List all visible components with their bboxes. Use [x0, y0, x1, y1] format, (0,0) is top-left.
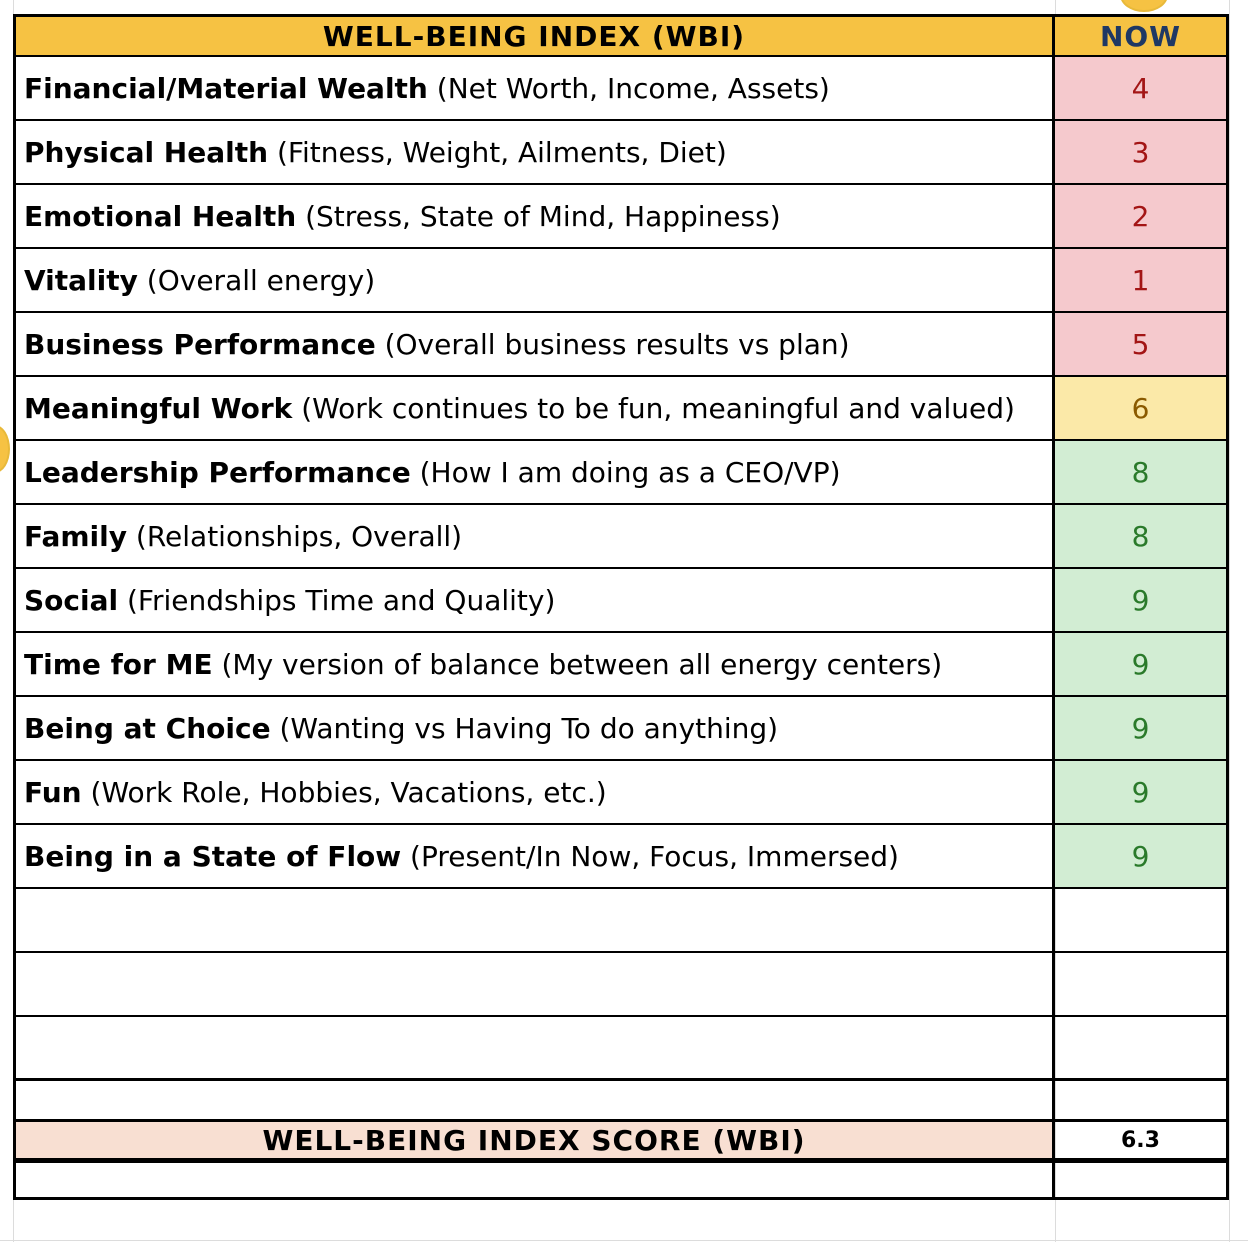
metric-label: Being in a State of Flow	[24, 839, 402, 873]
score-cell-green[interactable]	[1055, 569, 1229, 633]
metric-value: 9	[1131, 775, 1150, 809]
table-header-row	[13, 14, 1229, 57]
metric-label: Leadership Performance	[24, 455, 411, 489]
metric-label: Business Performance	[24, 327, 376, 361]
spacer-row	[13, 1081, 1229, 1119]
metric-label: Social	[24, 583, 119, 617]
table-row	[13, 185, 1229, 249]
empty-row	[13, 953, 1229, 1017]
score-label: WELL-BEING INDEX SCORE (WBI)	[262, 1123, 806, 1157]
score-cell-red[interactable]	[1055, 313, 1229, 377]
metric-cell[interactable]	[13, 697, 1055, 761]
metric-label: Financial/Material Wealth	[24, 71, 428, 105]
empty-cell[interactable]	[1055, 1081, 1229, 1119]
empty-row	[13, 1160, 1229, 1200]
score-cell-green[interactable]	[1055, 441, 1229, 505]
score-cell-green[interactable]	[1055, 761, 1229, 825]
shape-circle[interactable]	[0, 425, 10, 473]
metric-detail: (Wanting vs Having To do anything)	[279, 711, 779, 745]
score-cell-green[interactable]	[1055, 505, 1229, 569]
table-row	[13, 313, 1229, 377]
metric-detail: (Net Worth, Income, Assets)	[436, 71, 830, 105]
table-row	[13, 633, 1229, 697]
metric-detail: (Overall business results vs plan)	[384, 327, 850, 361]
metric-detail: (Work continues to be fun, meaningful and valued)	[301, 391, 1015, 425]
table-row	[13, 121, 1229, 185]
metric-cell[interactable]	[13, 185, 1055, 249]
score-value-cell[interactable]	[1055, 1119, 1229, 1160]
metric-value: 2	[1131, 199, 1150, 233]
empty-cell[interactable]	[1055, 953, 1229, 1017]
metric-value: 9	[1131, 583, 1150, 617]
metric-detail: (Fitness, Weight, Ailments, Diet)	[276, 135, 727, 169]
metric-value: 5	[1131, 327, 1150, 361]
table-row	[13, 825, 1229, 889]
table-row	[13, 505, 1229, 569]
metric-cell[interactable]	[13, 377, 1055, 441]
score-cell-green[interactable]	[1055, 697, 1229, 761]
empty-cell[interactable]	[13, 889, 1055, 953]
metric-value: 6	[1131, 391, 1150, 425]
metric-value: 8	[1131, 455, 1150, 489]
table-row	[13, 697, 1229, 761]
metric-detail: (My version of balance between all energy centers)	[221, 647, 943, 681]
metric-cell[interactable]	[13, 825, 1055, 889]
empty-cell[interactable]	[1055, 889, 1229, 953]
metric-value: 9	[1131, 839, 1150, 873]
table-row	[13, 249, 1229, 313]
grid-line-horizontal	[0, 1240, 1248, 1241]
metric-cell[interactable]	[13, 633, 1055, 697]
metric-label: Vitality	[24, 263, 138, 297]
metric-cell[interactable]	[13, 249, 1055, 313]
empty-cell[interactable]	[1055, 1160, 1229, 1200]
metric-detail: (Present/In Now, Focus, Immersed)	[410, 839, 899, 873]
metric-value: 9	[1131, 647, 1150, 681]
score-cell-red[interactable]	[1055, 121, 1229, 185]
table-row	[13, 57, 1229, 121]
shape-circle[interactable]	[1120, 0, 1168, 12]
header-now: NOW	[1099, 19, 1182, 53]
metric-cell[interactable]	[13, 441, 1055, 505]
empty-cell[interactable]	[13, 953, 1055, 1017]
score-label-cell[interactable]	[13, 1119, 1055, 1160]
score-value: 6.3	[1121, 1127, 1160, 1153]
table-row	[13, 569, 1229, 633]
metric-detail: (Friendships Time and Quality)	[127, 583, 556, 617]
metric-label: Emotional Health	[24, 199, 297, 233]
score-cell-green[interactable]	[1055, 825, 1229, 889]
metric-label: Family	[24, 519, 128, 553]
metric-detail: (How I am doing as a CEO/VP)	[419, 455, 841, 489]
metric-label: Fun	[24, 775, 82, 809]
metric-detail: (Work Role, Hobbies, Vacations, etc.)	[90, 775, 607, 809]
table-row	[13, 761, 1229, 825]
score-cell-green[interactable]	[1055, 633, 1229, 697]
grid-line-vertical	[1229, 0, 1230, 1242]
metric-cell[interactable]	[13, 569, 1055, 633]
metric-value: 4	[1131, 71, 1150, 105]
score-cell-red[interactable]	[1055, 185, 1229, 249]
empty-cell[interactable]	[1055, 1017, 1229, 1081]
metric-label: Physical Health	[24, 135, 269, 169]
metric-detail: (Overall energy)	[146, 263, 376, 297]
metric-label: Time for ME	[24, 647, 213, 681]
metric-value: 1	[1131, 263, 1150, 297]
header-title: WELL-BEING INDEX (WBI)	[322, 19, 746, 53]
metric-detail: (Stress, State of Mind, Happiness)	[305, 199, 781, 233]
header-now-cell[interactable]	[1055, 14, 1229, 57]
header-title-cell[interactable]	[13, 14, 1055, 57]
score-row	[13, 1119, 1229, 1160]
metric-value: 9	[1131, 711, 1150, 745]
empty-row	[13, 1017, 1229, 1081]
table-row	[13, 377, 1229, 441]
metric-cell[interactable]	[13, 505, 1055, 569]
empty-cell[interactable]	[13, 1081, 1055, 1119]
metric-value: 3	[1131, 135, 1150, 169]
score-cell-yellow[interactable]	[1055, 377, 1229, 441]
metric-cell[interactable]	[13, 121, 1055, 185]
metric-cell[interactable]	[13, 761, 1055, 825]
empty-row	[13, 889, 1229, 953]
score-cell-red[interactable]	[1055, 249, 1229, 313]
empty-cell[interactable]	[13, 1017, 1055, 1081]
score-cell-red[interactable]	[1055, 57, 1229, 121]
metric-detail: (Relationships, Overall)	[135, 519, 463, 553]
metric-label: Meaningful Work	[24, 391, 293, 425]
empty-cell[interactable]	[13, 1160, 1055, 1200]
metric-value: 8	[1131, 519, 1150, 553]
table-row	[13, 441, 1229, 505]
metric-cell[interactable]	[13, 313, 1055, 377]
metric-label: Being at Choice	[24, 711, 271, 745]
metric-cell[interactable]	[13, 57, 1055, 121]
